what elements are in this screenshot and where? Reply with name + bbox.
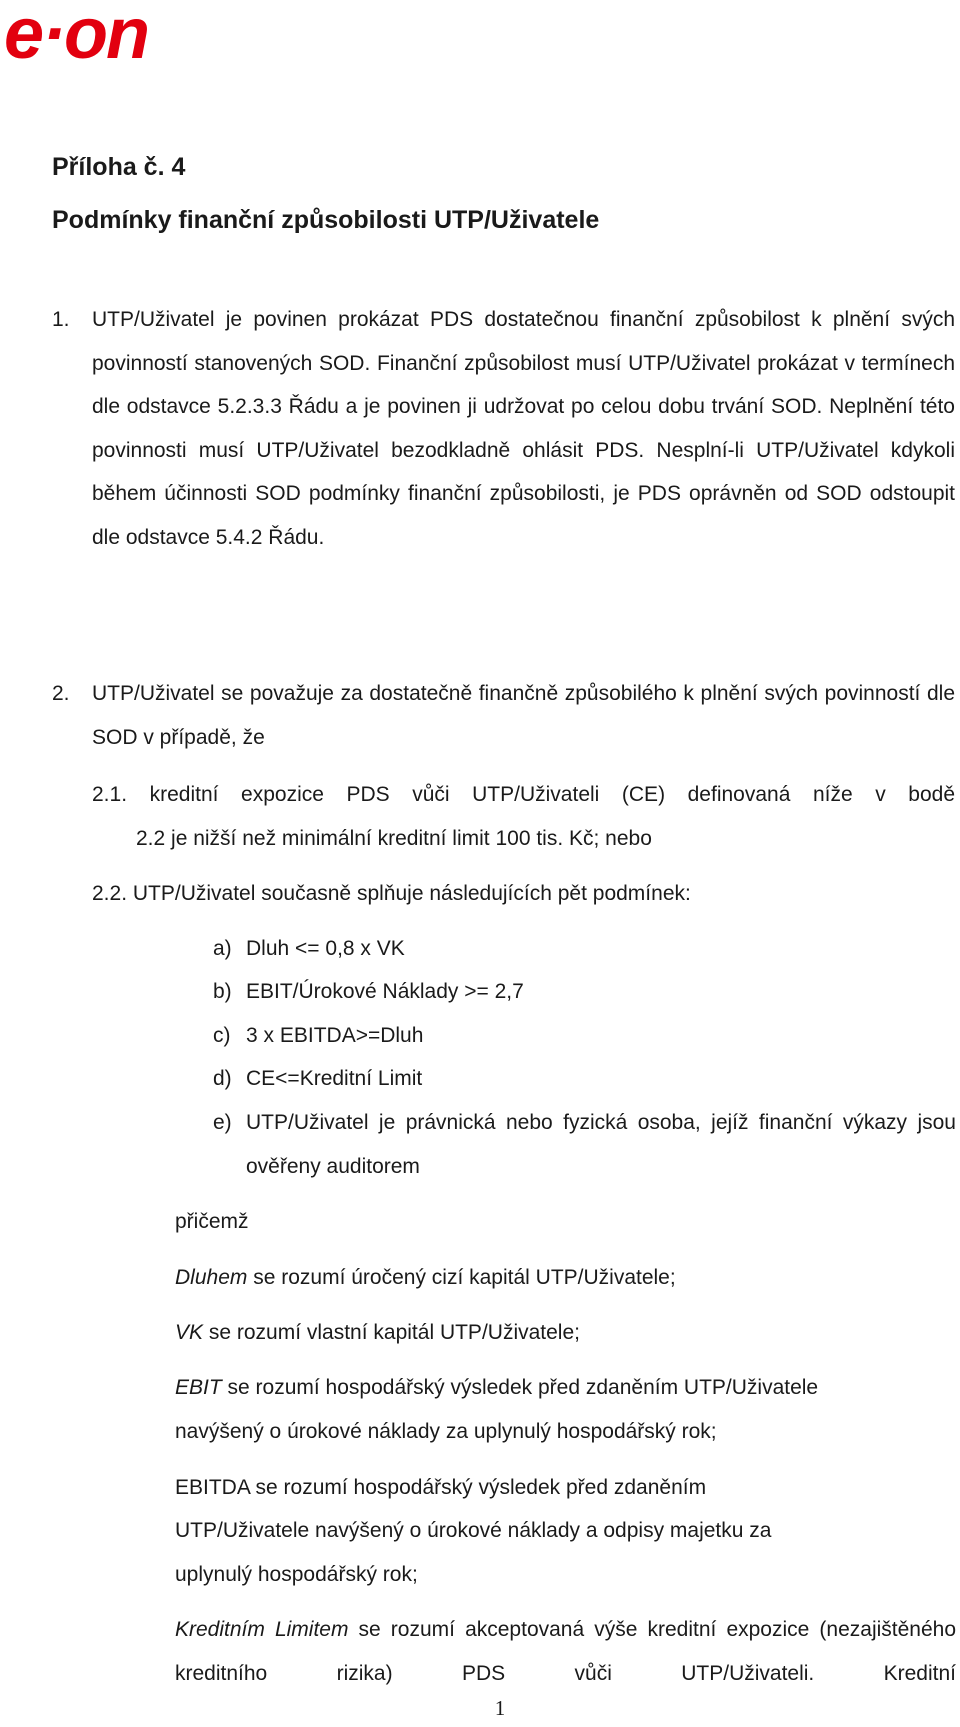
term-ebit: EBIT xyxy=(175,1376,222,1399)
whereby-label: přičemž xyxy=(175,1210,249,1233)
definition-ebitda-line2: UTP/Uživatele navýšený o úrokové náklady a odpisy majetku za xyxy=(175,1519,772,1542)
condition-e-letter: e) xyxy=(213,1111,232,1134)
term-dluh: Dluhem xyxy=(175,1266,248,1289)
subsection-2-2: 2.2. UTP/Uživatel současně splňuje následujících pět podmínek: xyxy=(92,882,691,905)
section-2-paragraph: UTP/Uživatel se považuje za dostatečně finančně způsobilého k plnění svých povinností dle SOD v případě, že xyxy=(92,682,955,749)
subsection-2-1-line2: 2.2 je nižší než minimální kreditní limit 100 tis. Kč; nebo xyxy=(136,827,652,850)
condition-c-text: 3 x EBITDA>=Dluh xyxy=(246,1024,424,1047)
condition-c-letter: c) xyxy=(213,1024,231,1047)
condition-d-letter: d) xyxy=(213,1067,232,1090)
term-vk: VK xyxy=(175,1321,204,1344)
eon-logo xyxy=(2,2,218,68)
section-2-number: 2. xyxy=(52,682,70,705)
condition-b-letter: b) xyxy=(213,980,232,1003)
condition-b-text: EBIT/Úrokové Náklady >= 2,7 xyxy=(246,980,524,1003)
subsection-2-1-line1: 2.1. kreditní expozice PDS vůči UTP/Uživateli (CE) definovaná níže v bodě xyxy=(92,783,955,806)
section-1-number: 1. xyxy=(52,308,70,331)
definition-kreditni-limit: Kreditním Limitem se rozumí akceptovaná výše kreditní expozice (nezajištěného kreditního rizika) PDS vůči UTP/Uživateli. Kreditní xyxy=(175,1618,956,1685)
section-1-paragraph: UTP/Uživatel je povinen prokázat PDS dostatečnou finanční způsobilost k plnění svých povinností stanovených SOD. Finanční způsobilost musí UTP/Uživatel prokázat v termínech dle odstavce 5.2.3.3 Řádu a je povinen ji udržovat po celou dobu trvání SOD. Neplnění této povinnosti musí UTP/Uživatel bezodkladně ohlásit PDS. Nesplní-li UTP/Uživatel kdykoli během účinnosti SOD podmínky finanční způsobilosti, je PDS oprávněn od SOD odstoupit dle odstavce 5.4.2 Řádu. xyxy=(92,308,955,549)
definition-ebitda-line3: uplynulý hospodářský rok; xyxy=(175,1563,418,1586)
definition-vk: VK se rozumí vlastní kapitál UTP/Uživatele; xyxy=(175,1321,580,1344)
term-kreditni-limit: Kreditním Limitem xyxy=(175,1618,349,1641)
eon-logo-text: e·on xyxy=(4,2,148,68)
annex-label: Příloha č. 4 xyxy=(52,153,186,181)
definition-ebit-line2: navýšený o úrokové náklady za uplynulý hospodářský rok; xyxy=(175,1420,717,1443)
condition-a-letter: a) xyxy=(213,937,232,960)
definition-ebitda-line1: EBITDA se rozumí hospodářský výsledek před zdaněním xyxy=(175,1476,707,1499)
page-title: Podmínky finanční způsobilosti UTP/Uživatele xyxy=(52,206,600,234)
definition-ebit-line1: EBIT se rozumí hospodářský výsledek před zdaněním UTP/Uživatele xyxy=(175,1376,819,1399)
condition-e-text: UTP/Uživatel je právnická nebo fyzická osoba, jejíž finanční výkazy jsou ověřeny auditorem xyxy=(246,1111,956,1178)
definition-dluh: Dluhem se rozumí úročený cizí kapitál UTP/Uživatele; xyxy=(175,1266,676,1289)
page-number: 1 xyxy=(494,1696,506,1720)
condition-a-text: Dluh <= 0,8 x VK xyxy=(246,937,405,960)
condition-d-text: CE<=Kreditní Limit xyxy=(246,1067,423,1090)
